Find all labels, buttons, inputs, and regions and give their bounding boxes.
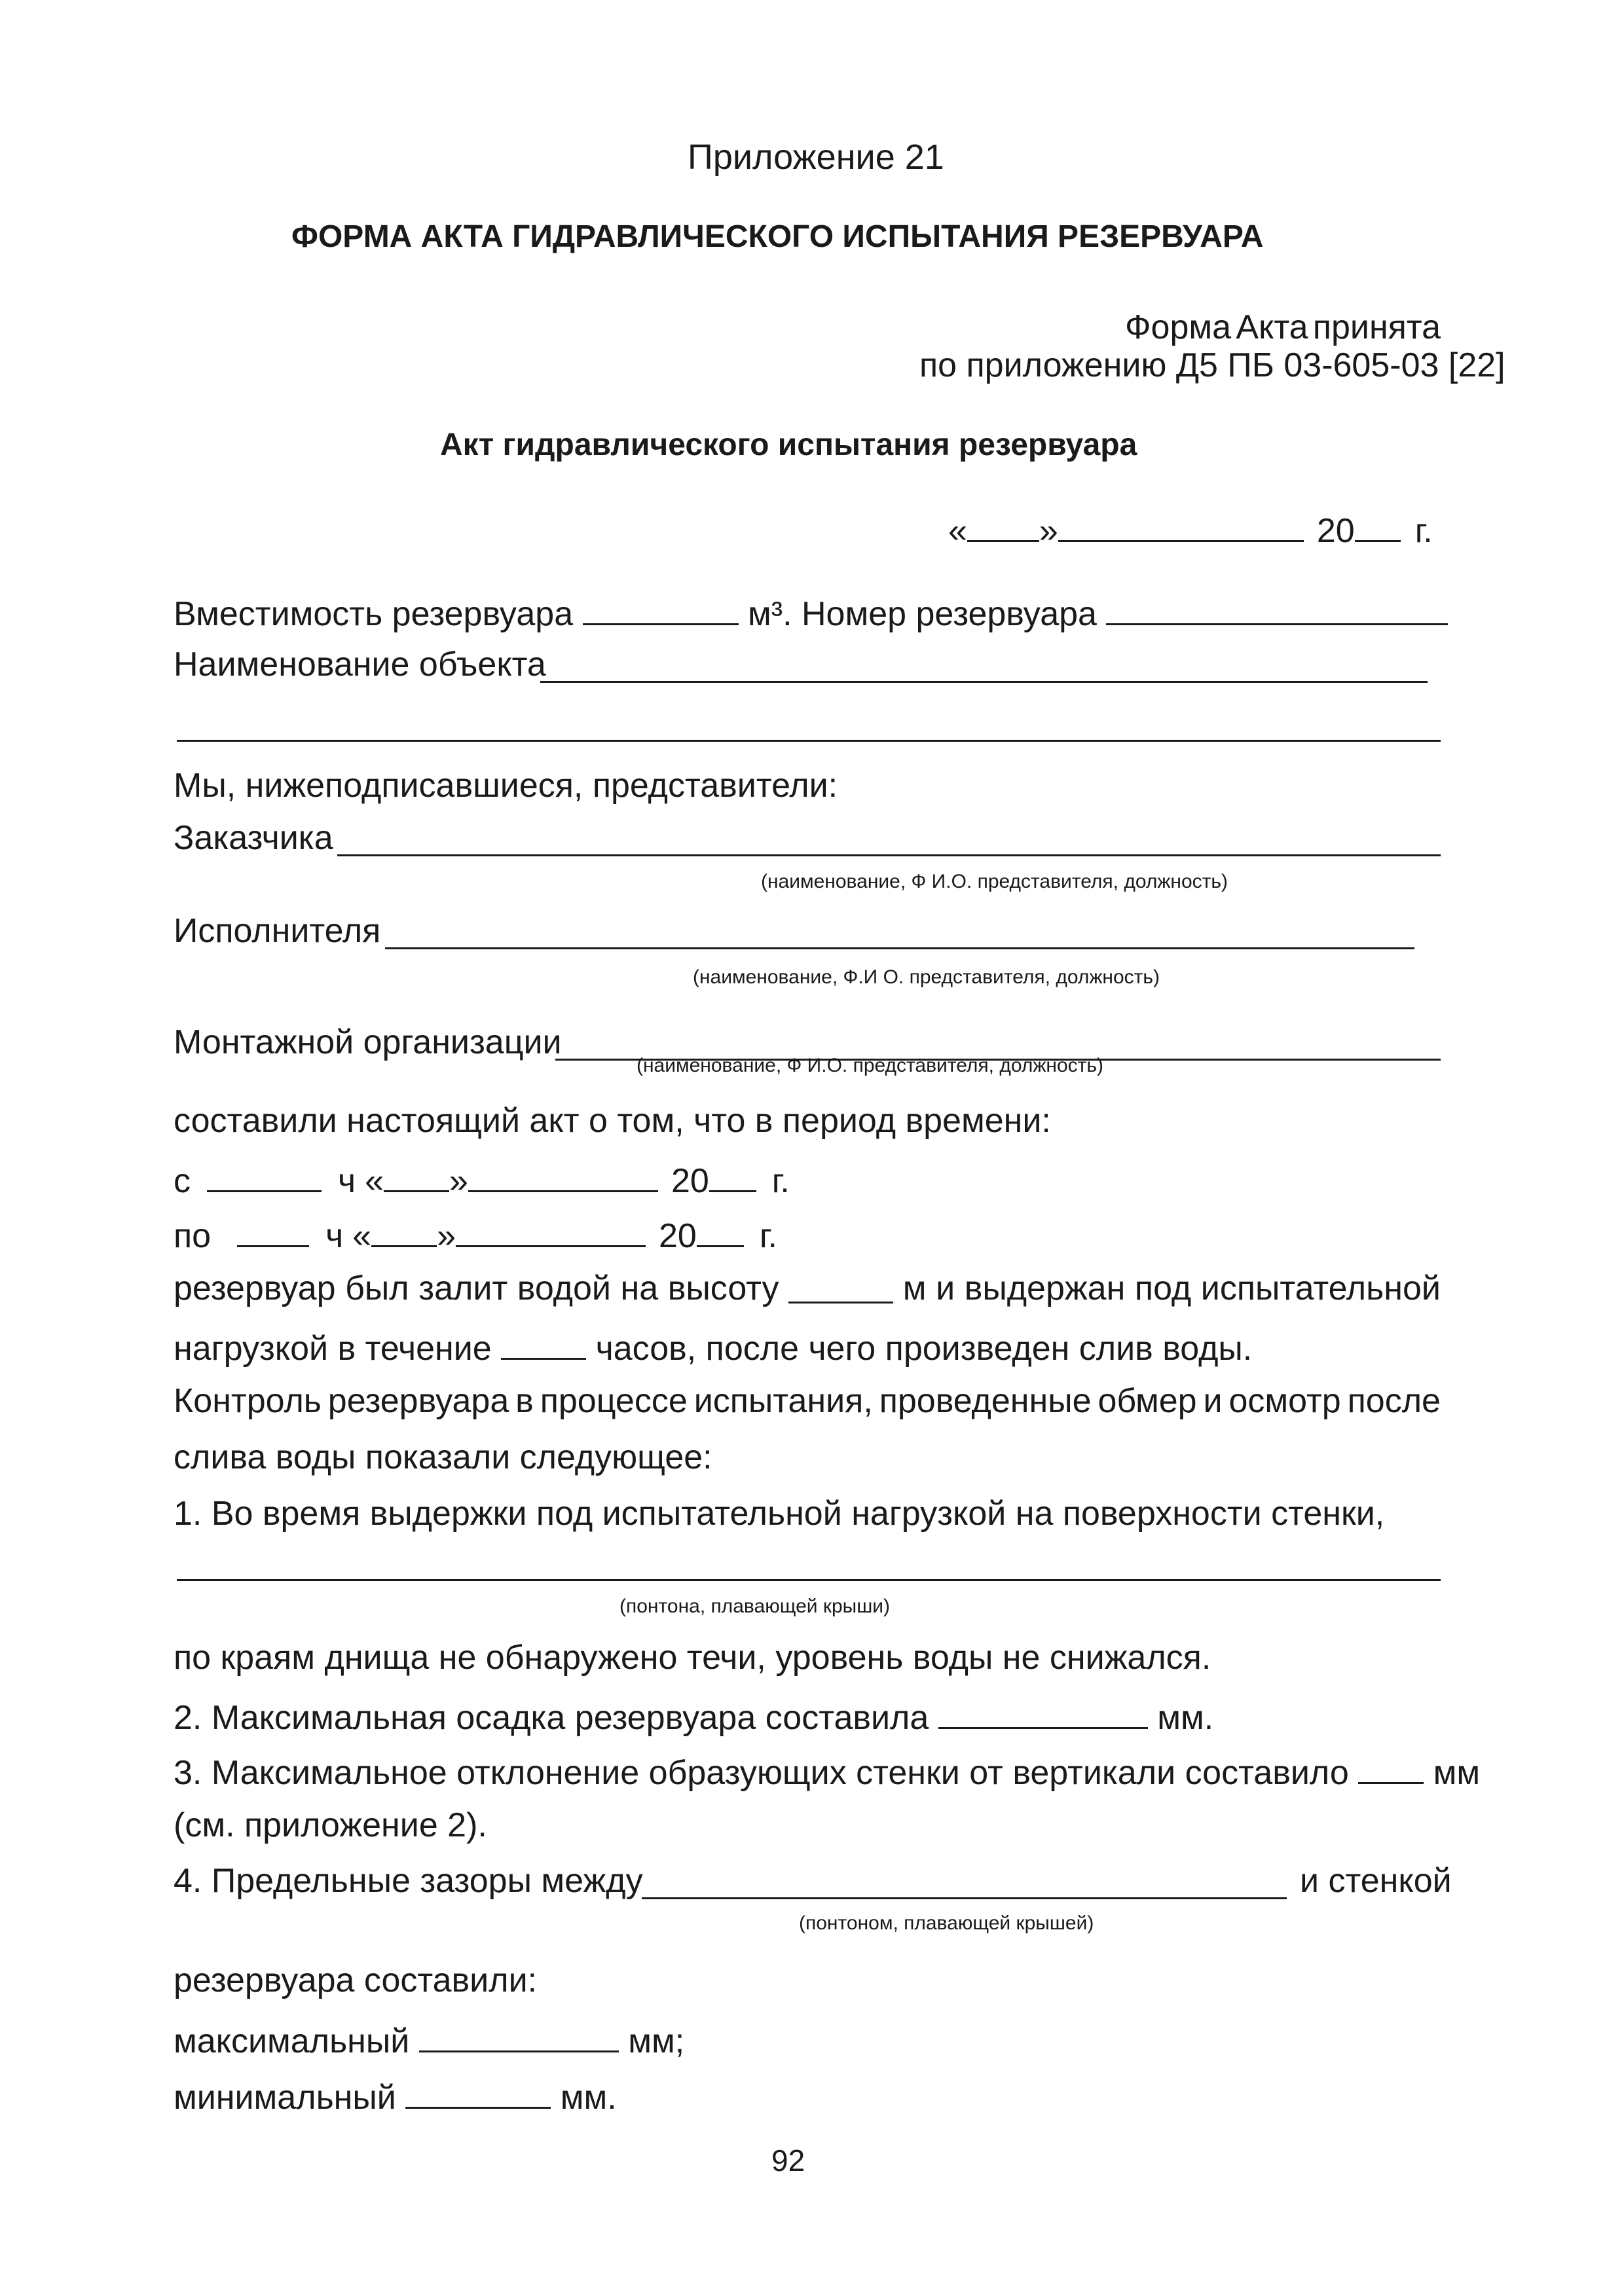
- date-year-suffix: г.: [1414, 512, 1433, 550]
- period-to-time-blank[interactable]: [237, 1212, 309, 1247]
- item3-deviation-blank[interactable]: [1358, 1749, 1424, 1784]
- item1-caption: (понтона, плавающей крыши): [619, 1595, 891, 1617]
- period-to-open-quote: «: [352, 1217, 372, 1255]
- date-close-quote: »: [1039, 512, 1058, 550]
- object-name-blank-2[interactable]: [177, 740, 1441, 742]
- filled-word-1: резервуар: [174, 1269, 336, 1307]
- period-from-prefix: с: [174, 1162, 191, 1200]
- control-word-3: в: [515, 1382, 534, 1420]
- control-word-10: после: [1347, 1382, 1441, 1420]
- item1-continuation: по краям днища не обнаружено течи, уровень воды не снижался.: [174, 1639, 1211, 1677]
- tank-number-blank[interactable]: [1106, 591, 1448, 625]
- filled-word-5: на: [620, 1269, 659, 1307]
- representatives-intro: Мы, нижеподписавшиеся, представители:: [174, 767, 838, 805]
- load-duration-blank[interactable]: [501, 1325, 586, 1360]
- period-to-day-blank[interactable]: [371, 1212, 437, 1247]
- period-to-close-quote: »: [437, 1217, 456, 1255]
- act-title: Акт гидравлического испытания резервуара: [440, 428, 1137, 462]
- capacity-line: [174, 591, 1448, 634]
- contractor-caption: (наименование, Ф.И О. представителя, должность): [693, 966, 1160, 988]
- load-before: нагрузкой в течение: [174, 1330, 492, 1368]
- period-from-close-quote: »: [449, 1162, 468, 1200]
- customer-blank[interactable]: [337, 854, 1441, 856]
- filled-word-2: был: [345, 1269, 409, 1307]
- item3-unit: мм: [1433, 1754, 1481, 1792]
- period-intro: составили настоящий акт о том, что в период времени:: [174, 1102, 1051, 1140]
- control-word-5: испытания,: [693, 1382, 873, 1420]
- period-from-time-blank[interactable]: [207, 1157, 322, 1192]
- form-note-word-3: принята: [1312, 308, 1441, 346]
- period-to-year-suffix: г.: [759, 1217, 777, 1255]
- max-gap-label: максимальный: [174, 2022, 410, 2060]
- customer-label: Заказчика: [174, 819, 333, 857]
- min-gap-label: минимальный: [174, 2079, 396, 2117]
- min-gap-unit: мм.: [560, 2079, 617, 2117]
- object-label: Наименование объекта: [174, 646, 546, 683]
- form-note-line1: [1125, 308, 1441, 347]
- item3-text: 3. Максимальное отклонение образующих стенки от вертикали составило: [174, 1754, 1349, 1792]
- object-name-blank[interactable]: [540, 681, 1428, 683]
- filled-word-9: выдержан: [964, 1269, 1126, 1307]
- tank-number-label: Номер резервуара: [802, 595, 1097, 633]
- item2-settlement-blank[interactable]: [938, 1694, 1148, 1729]
- date-year-prefix: 20: [1316, 512, 1355, 550]
- period-to-year-blank[interactable]: [697, 1212, 744, 1247]
- fill-height-blank[interactable]: [788, 1269, 893, 1303]
- control-word-9: осмотр: [1228, 1382, 1341, 1420]
- item1-blank[interactable]: [177, 1579, 1441, 1581]
- contractor-blank[interactable]: [385, 947, 1414, 949]
- form-note-word-2: Акта: [1236, 308, 1308, 346]
- item3-line: [174, 1749, 1480, 1793]
- control-word-1: Контроль: [174, 1382, 322, 1420]
- filled-word-11: испытательной: [1200, 1269, 1441, 1307]
- control-word-7: обмер: [1098, 1382, 1197, 1420]
- date-line: [948, 507, 1433, 551]
- date-year-blank[interactable]: [1355, 507, 1401, 542]
- period-from-line: [174, 1157, 790, 1201]
- form-note-word-1: Форма: [1125, 308, 1232, 346]
- item1-text: 1. Во время выдержки под испытательной нагрузкой на поверхности стенки,: [174, 1495, 1385, 1533]
- item4-blank[interactable]: [642, 1897, 1287, 1899]
- customer-caption: (наименование, Ф И.О. представителя, должность): [761, 871, 1228, 892]
- control-line-1: [174, 1381, 1441, 1421]
- period-from-open-quote: «: [365, 1162, 384, 1200]
- min-gap-line: [174, 2074, 617, 2117]
- capacity-blank[interactable]: [583, 591, 739, 625]
- period-from-month-blank[interactable]: [468, 1157, 658, 1192]
- date-month-blank[interactable]: [1058, 507, 1304, 542]
- filled-word-10: под: [1134, 1269, 1192, 1307]
- item4-caption: (понтоном, плавающей крышей): [799, 1912, 1094, 1934]
- period-from-day-blank[interactable]: [384, 1157, 449, 1192]
- load-line: [174, 1325, 1252, 1368]
- max-gap-line: [174, 2018, 684, 2061]
- filled-word-8: и: [936, 1269, 955, 1307]
- control-word-2: резервуара: [327, 1382, 509, 1420]
- page-number: 92: [771, 2143, 805, 2178]
- control-word-6: проведенные: [879, 1382, 1092, 1420]
- period-from-year-suffix: г.: [771, 1162, 790, 1200]
- item3-reference: (см. приложение 2).: [174, 1806, 487, 1844]
- date-open-quote: «: [948, 512, 967, 550]
- filled-word-6: высоту: [667, 1269, 779, 1307]
- form-title: ФОРМА АКТА ГИДРАВЛИЧЕСКОГО ИСПЫТАНИЯ РЕЗЕРВУАРА: [291, 219, 1264, 254]
- capacity-unit: м³.: [748, 595, 792, 633]
- filled-word-3: залит: [418, 1269, 508, 1307]
- control-word-4: процессе: [540, 1382, 688, 1420]
- item4-text: 4. Предельные зазоры между: [174, 1862, 643, 1900]
- installer-label: Монтажной организации: [174, 1023, 562, 1061]
- form-note-line2: по приложению Д5 ПБ 03-605-03 [22]: [919, 346, 1505, 384]
- period-to-year-prefix: 20: [659, 1217, 697, 1255]
- max-gap-unit: мм;: [628, 2022, 685, 2060]
- period-from-hour: ч: [338, 1162, 356, 1200]
- item2-text: 2. Максимальная осадка резервуара составила: [174, 1699, 929, 1737]
- period-to-hour: ч: [325, 1217, 344, 1255]
- max-gap-blank[interactable]: [419, 2018, 619, 2052]
- load-after: часов, после чего произведен слив воды.: [595, 1330, 1253, 1368]
- period-to-line: [174, 1212, 777, 1256]
- item2-unit: мм.: [1157, 1699, 1214, 1737]
- period-from-year-prefix: 20: [671, 1162, 709, 1200]
- item4-continuation: резервуара составили:: [174, 1961, 538, 1999]
- appendix-label: Приложение 21: [688, 137, 944, 177]
- date-day-blank[interactable]: [967, 507, 1039, 542]
- period-from-year-blank[interactable]: [709, 1157, 756, 1192]
- control-line-2: слива воды показали следующее:: [174, 1438, 712, 1476]
- filled-word-7: м: [902, 1269, 927, 1307]
- installer-caption: (наименование, Ф И.О. представителя, должность): [637, 1055, 1104, 1076]
- period-to-month-blank[interactable]: [456, 1212, 646, 1247]
- period-to-prefix: по: [174, 1217, 212, 1255]
- contractor-label: Исполнителя: [174, 912, 381, 950]
- filled-word-4: водой: [517, 1269, 611, 1307]
- control-word-8: и: [1203, 1382, 1223, 1420]
- capacity-label: Вместимость резервуара: [174, 595, 574, 633]
- filled-line: [174, 1269, 1441, 1308]
- item2-line: [174, 1694, 1213, 1738]
- min-gap-blank[interactable]: [405, 2074, 551, 2109]
- item4-after: и стенкой: [1300, 1862, 1452, 1900]
